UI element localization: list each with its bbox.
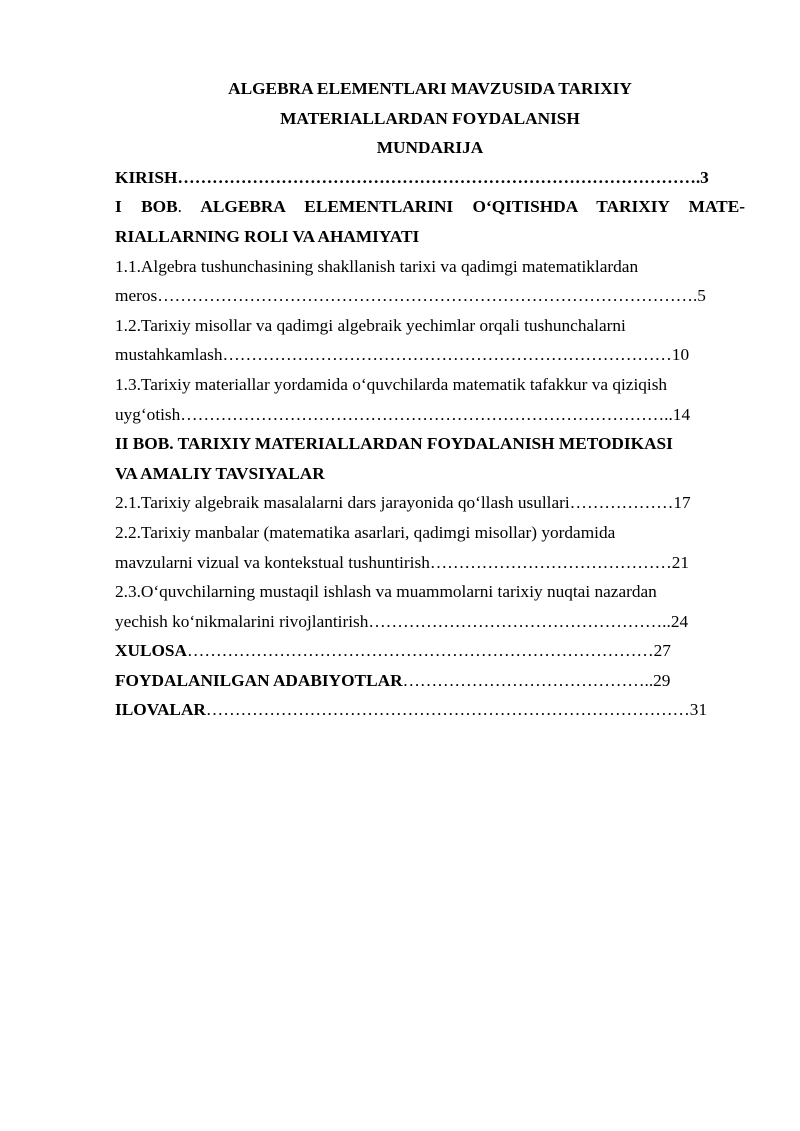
toc-section-1-3-line-2: uyg‘otish…………………………………………………………………………..14 [115,404,691,424]
toc-entry-ilovalar [115,695,745,725]
chapter-1-separator: . [177,197,182,217]
toc-section-2-1: 2.1.Tarixiy algebraik masalalarni dars jarayonida qo‘llash usullari………………17 [115,493,691,513]
toc-section-1-1-line-2: meros………………………………………………………………………………….5 [115,286,706,306]
toc-section-1-3-line-1: 1.3.Tarixiy materiallar yordamida o‘quvchilarda matematik tafakkur va qiziqish [115,374,668,394]
toc-chapter-1-line-2: RIALLARNING ROLI VA AHAMIYATI [115,226,420,246]
toc-entry-adabiyotlar [115,666,745,696]
toc-section-2-2-line-1: 2.2.Tarixiy manbalar (matematika asarlari, qadimgi misollar) yordamida [115,522,616,542]
xulosa-leader-page: ………………………………………………………………………27 [187,641,671,661]
toc-section-1-2-line-1: 1.2.Tarixiy misollar va qadimgi algebraik yechimlar orqali tushunchalarni [115,315,626,335]
ilovalar-label: ILOVALAR [115,700,206,720]
toc-section-1-2-line-2: mustahkamlash……………………………………………………………………10 [115,345,690,365]
toc-section-2-3-line-1: 2.3.O‘quvchilarning mustaqil ishlash va muammolarni tarixiy nuqtai nazardan [115,582,657,602]
toc-section-1-1-line-1: 1.1.Algebra tushunchasining shakllanish tarixi va qadimgi matematiklardan [115,256,639,276]
adabiyotlar-label: FOYDALANILGAN ADABIYOTLAR [115,670,403,690]
toc-chapter-2-line-2: VA AMALIY TAVSIYALAR [115,463,325,483]
toc-entry-kirish: KIRISH……………………………………………………………………………….3 [115,167,709,187]
xulosa-label: XULOSA [115,641,188,661]
document-content [115,74,745,725]
chapter-1-label: I BOB [115,197,178,217]
toc-chapter-1-line-1 [115,192,745,222]
adabiyotlar-leader-page: ……………………………………..29 [402,670,671,690]
chapter-1-title-start: ALGEBRA ELEMENTLARINI O‘QITISHDA TARIXIY MATE- [181,197,745,217]
toc-section-2-3-line-2: yechish ko‘nikmalarini rivojlantirish……………………………………………..24 [115,611,689,631]
toc-section-2-2-line-2: mavzularni vizual va kontekstual tushuntirish……………………………………21 [115,552,690,572]
toc-chapter-2-line-1: II BOB. TARIXIY MATERIALLARDAN FOYDALANISH METODIKASI [115,434,673,454]
document-title-line-2: MATERIALLARDAN FOYDALANISH [280,108,580,128]
document-title-line-1: ALGEBRA ELEMENTLARI MAVZUSIDA TARIXIY [228,79,632,98]
toc-entry-xulosa [115,636,745,666]
toc-heading: MUNDARIJA [376,138,484,158]
ilovalar-leader-page: …………………………………………………………………………31 [205,700,708,720]
